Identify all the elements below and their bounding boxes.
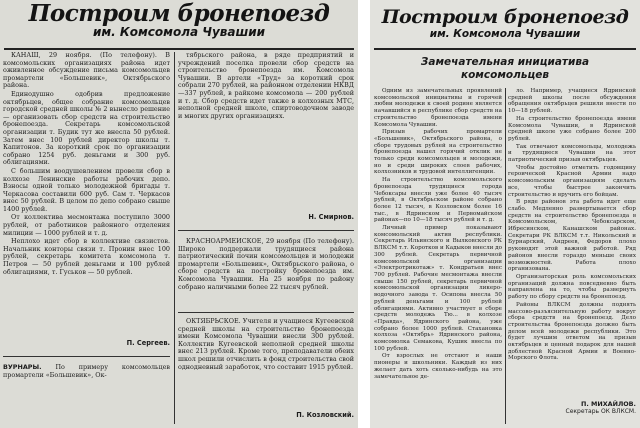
signature-name: П. МИХАЙЛОВ. (581, 400, 636, 408)
right-header (370, 0, 640, 41)
left-divider-2 (178, 230, 354, 231)
paragraph: Неплохо идет сбор в коллективе связистов. Начальник конторы связи т. Пронин внес 100 рублей, секретарь комитета комсомола т. Петров — 50 рублей деньгами и 100 рублей облигациями, т. Гуськов — 50 рублей. (3, 237, 170, 276)
right-signature (508, 400, 636, 416)
paragraph: тябрьского района, в ряде предприятий и учреждений поселка провели сбор средств на строительство бронепоезда им. Комсомола Чувашии. В артели «Труд» за короткий срок собрали 270 рублей, на районном отделении НКВД—337 рублей, в райкоме комсомола — 200 рублей и т. д. Сбор средств идет также в колхозных МТС, неполной средней школе, спиртоводочном заводе и многих других организациях. (178, 52, 354, 120)
left-divider-3 (178, 312, 354, 313)
paragraph: На строительство комсомольского бронепоезда трудящиеся города Чебоксары внесли уже более 40 тысяч рублей, в Октябрьском районе собрано более 12 тысяч, в Козловском более 16 тыс., в Ядринском и Первомайском районах—по 10—18 тысяч рублей и т. д. (374, 177, 502, 224)
signature-post: Секретарь ОК ВЛКСМ. (565, 408, 636, 415)
paragraph: ОКТЯБРЬСКОЕ. Учителя и учащиеся Кугеевской средней школы на строительство бронепоезда имени Комсомола Чувашии внесли 300 рублей. Коллектив Кугеевской неполной средней школы внес 213 рублей. Кроме того, преподаватели обеих школ решили отчислить в фонд строительства свой однодневный заработок, что составит 1915 рублей. (178, 318, 354, 371)
paragraph: Так отвечают комсомольцы, молодежь и трудящиеся Чувашии на этот патриотический призыв октябрьцев. (508, 143, 636, 164)
right-column-2 (508, 88, 636, 394)
paragraph: Призыв рабочих промартели «Большевик», Октябрьского района, о сборе трудовых рублей на строительство бронепоезда нашел горячий отклик не только среди комсомольцев и молодежи, но и среди широких слоев рабочих, колхозников и трудовой интеллигенции. (374, 129, 502, 176)
paragraph: КАНАШ, 29 ноября. (По телефону). В комсомольских организациях района идет оживленное обсуждение письма комсомольцев промартели «Большевик», Октябрьского района. (3, 52, 170, 90)
left-column-separator (174, 52, 175, 424)
paragraph: От взрослых не отстают и наши пионеры и школьники. Каждый из них желает дать хоть сколько-нибудь на это замечательное де- (374, 353, 502, 380)
left-divider-1 (3, 356, 170, 357)
left-column-2-middle (178, 238, 354, 308)
right-subheadline: им. Комсомола Чувашии (429, 28, 581, 40)
right-column-separator (505, 88, 506, 424)
paragraph: Одним из замечательных проявлений комсомольской инициативы и горячей любви молодежи к своей родине является начавшийся в республике сбор средств на строительство бронепоезда имени Комсомола Чувашии. (374, 88, 502, 128)
left-signature-3: П. Козловский. (296, 411, 354, 419)
left-column-1-bottom (3, 364, 170, 424)
left-headline: Построим бронепоезд (28, 0, 330, 27)
article-title: Замечательная инициатива комсомольцев (420, 56, 590, 81)
paragraph: С большим воодушевлением провели сбор в колхозе Ленинские работы рабочих депо. Взносы одной только молодежной бригады т. Черкасова составили 600 руб. Сам т. Черкасов внес 50 рублей. В целом по депо собрано свыше 1400 рублей. (3, 166, 170, 213)
left-column-2-bottom (178, 318, 354, 402)
left-column-2-top (178, 52, 354, 202)
paragraph: От коллектива месмонтажа поступило 3000 рублей, от работников районного отделения милиции — 1000 рублей и т. д. (3, 213, 170, 237)
paragraph: Единодушно одобрив предложение октябрьцев, общее собрание комсомольцев городской средней школы № 2 вынесло решение — организовать сбор средств на строительство бронепоезда. Секретарь комсомольской организации т. Будик тут же внесла 50 рублей. Затем внес 100 рублей директор школы т. Капитонов. За короткий срок по организации собрано 1254 руб. деньгами и 300 руб. облигациями. (3, 89, 170, 167)
left-column-1 (3, 52, 170, 352)
right-newspaper-page (370, 0, 640, 428)
left-header-rule (4, 48, 354, 50)
paragraph: Чтобы достойно отметить годовщину героической Красной Армии надо комсомольским организациям сделать все, чтобы быстрее закончить строительство и вручить его бойцам. (508, 164, 636, 198)
paragraph: На строительство бронепоезда имени Комсомола Чувашии, в Ядринской средней школе уже собрано более 200 рублей. (508, 115, 636, 142)
right-column-1 (374, 88, 502, 426)
left-signature-1: П. Сергеев. (126, 339, 170, 347)
paragraph: КРАСНОАРМЕЙСКОЕ, 29 ноября (По телефону). Широко поддержали трудящиеся района патриотический почин комсомольцев и молодежи промартели «Большевик», Октябрьского района, о сборе средств на постройку бронепоезда им. Комсомола Чувашии. На 25 ноября по району собрано наличными более 22 тысяч рублей. (178, 238, 354, 291)
paragraph: В ряде районов эта работа идет еще слабо. Медленно развертывается сбор средств на строительство бронепоезда в Комсомольском, Чебоксарском, Ибресинском, Канашском районах. Секретари РК ВЛКСМ т.т. Никольский и Бурнарский, Андреев, Федоров плохо руководят этой важной работой. Ряд районов внесли гораздо меньше своих возможностей. Работа плохо организована. (508, 199, 636, 273)
left-signature-2: Н. Смирнов. (308, 213, 354, 221)
left-subheadline: им. Комсомола Чувашии (92, 25, 266, 39)
paragraph: Районы ВЛКСМ должны поднять массово-разъяснительную работу вокруг сбора средств на бронепоезд. Дело строительства бронепоезда должно быть делом всей молодежи республики. Это будет лучшим ответом на призыв октябрьцев и ценный подарок для нашей доблестной Красной Армии и Военно-Морского Флота. (508, 301, 636, 362)
paragraph: Личный пример показывают комсомольский актив республики. Секретарь Ильинского и Вылковского РК ВЛКСМ т.т. Коротков и Кадыков внесли до 300 рублей. Секретарь первичной комсомольской организации «Электротрикотаж» т. Кондратьев внес 700 рублей. Рабочие месмонтажа внесли свыше 150 рублей, секретарь первичной комсомольской организации ликеро-водочного завода т. Осипова внесла 50 рублей деньгами и 100 рублей облигациями. Активно участвует в сборе средств молодежь Тю... в колхозе «Правда», Ядринского района, уже собрано более 1000 рублей. Стахановка колхоза «Октябрь» Ядринского района, комсомолка Семакова, Кушик внесла по 100 рублей. (374, 225, 502, 352)
paragraph: ло. Например, учащиеся Ядринской средней школы после обсуждения обращения октябрьцев решили внести по 10—18 рублей. (508, 88, 636, 115)
dateline: ВУРНАРЫ. (3, 364, 42, 371)
right-header-rule (374, 48, 636, 50)
right-headline: Построим бронепоезд (381, 6, 629, 28)
paragraph: По примеру комсомольцев промартели «Большевик», Ок- (3, 364, 170, 379)
paragraph: Организаторская роль комсомольских организаций должна повседневно быть направлена на то, чтобы развернуть работу по сбору средств на бронепоезд. (508, 273, 636, 301)
left-header (0, 0, 358, 39)
